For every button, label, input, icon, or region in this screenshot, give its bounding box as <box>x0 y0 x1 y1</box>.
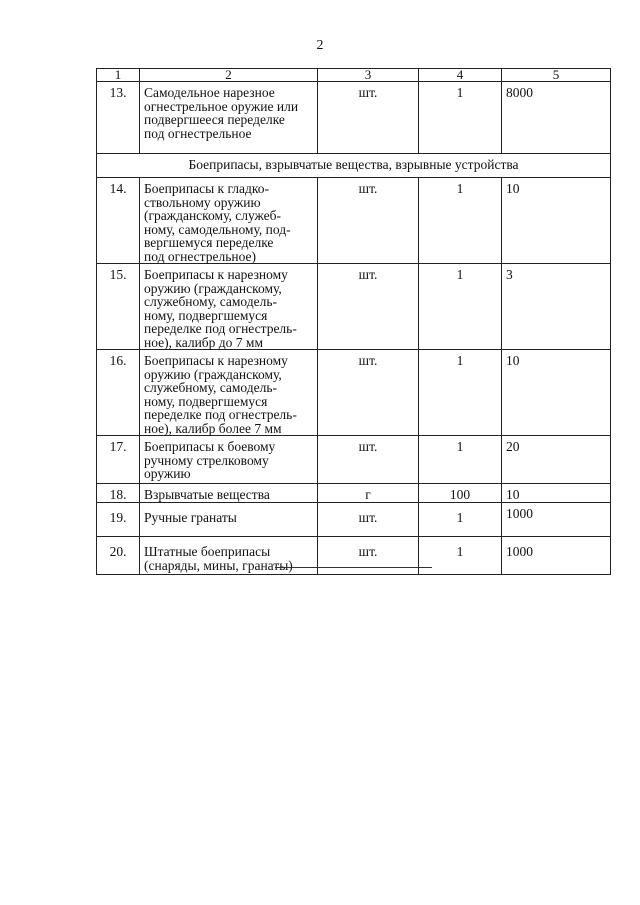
header-col-2: 2 <box>140 69 318 82</box>
table-row-19 <box>97 503 611 537</box>
header-col-3: 3 <box>318 69 419 82</box>
row-unit: г <box>318 484 419 503</box>
header-col-4: 4 <box>419 69 502 82</box>
row-description: Боеприпасы к гладко- ствольному оружию (гражданскому, служеб- ному, самодельному, под- вергшемуся переделке под огнестрельное) <box>140 178 318 264</box>
table-header-row <box>97 69 611 82</box>
row-unit: шт. <box>318 537 419 575</box>
row-amount: 10 <box>502 484 611 503</box>
header-col-1: 1 <box>97 69 140 82</box>
table-row-15 <box>97 264 611 350</box>
table-row-18 <box>97 484 611 503</box>
row-number: 18. <box>97 484 140 503</box>
row-unit: шт. <box>318 436 419 484</box>
row-quantity: 1 <box>419 350 502 436</box>
row-quantity: 1 <box>419 436 502 484</box>
row-quantity: 100 <box>419 484 502 503</box>
row-description: Боеприпасы к боевому ручному стрелковому оружию <box>140 436 318 484</box>
items-table <box>96 68 611 575</box>
row-unit: шт. <box>318 178 419 264</box>
row-number: 19. <box>97 503 140 537</box>
table-row-14 <box>97 178 611 264</box>
row-unit: шт. <box>318 82 419 154</box>
row-description: Самодельное нарезное огнестрельное оружие или подвергшееся переделке под огнестрельное <box>140 82 318 154</box>
row-description: Штатные боеприпасы (снаряды, мины, гранаты) <box>140 537 318 575</box>
row-number: 20. <box>97 537 140 575</box>
section-header-row <box>97 154 611 178</box>
row-amount: 1000 <box>502 537 611 575</box>
page-number: 2 <box>316 38 324 53</box>
row-quantity: 1 <box>419 264 502 350</box>
row-amount: 10 <box>502 178 611 264</box>
row-quantity: 1 <box>419 178 502 264</box>
row-unit: шт. <box>318 503 419 537</box>
table-row-13 <box>97 82 611 154</box>
row-amount: 8000 <box>502 82 611 154</box>
row-number: 16. <box>97 350 140 436</box>
row-description: Взрывчатые вещества <box>140 484 318 503</box>
row-number: 14. <box>97 178 140 264</box>
row-number: 17. <box>97 436 140 484</box>
footer-divider <box>275 567 432 568</box>
section-title: Боеприпасы, взрывчатые вещества, взрывные устройства <box>97 154 611 178</box>
table-row-16 <box>97 350 611 436</box>
row-number: 13. <box>97 82 140 154</box>
row-amount: 10 <box>502 350 611 436</box>
row-number: 15. <box>97 264 140 350</box>
row-unit: шт. <box>318 264 419 350</box>
row-description: Боеприпасы к нарезному оружию (гражданскому, служебному, самодель- ному, подвергшемуся переделке под огнестрель- ное), калибр более 7 мм <box>140 350 318 436</box>
items-table-wrapper <box>96 68 611 575</box>
row-amount: 1000 <box>502 503 611 537</box>
row-description: Ручные гранаты <box>140 503 318 537</box>
row-unit: шт. <box>318 350 419 436</box>
header-col-5: 5 <box>502 69 611 82</box>
row-amount: 20 <box>502 436 611 484</box>
row-description: Боеприпасы к нарезному оружию (гражданскому, служебному, самодель- ному, подвергшемуся переделке под огнестрель- ное), калибр до 7 мм <box>140 264 318 350</box>
row-quantity: 1 <box>419 537 502 575</box>
row-quantity: 1 <box>419 82 502 154</box>
row-amount: 3 <box>502 264 611 350</box>
row-quantity: 1 <box>419 503 502 537</box>
table-row-20 <box>97 537 611 575</box>
table-row-17 <box>97 436 611 484</box>
